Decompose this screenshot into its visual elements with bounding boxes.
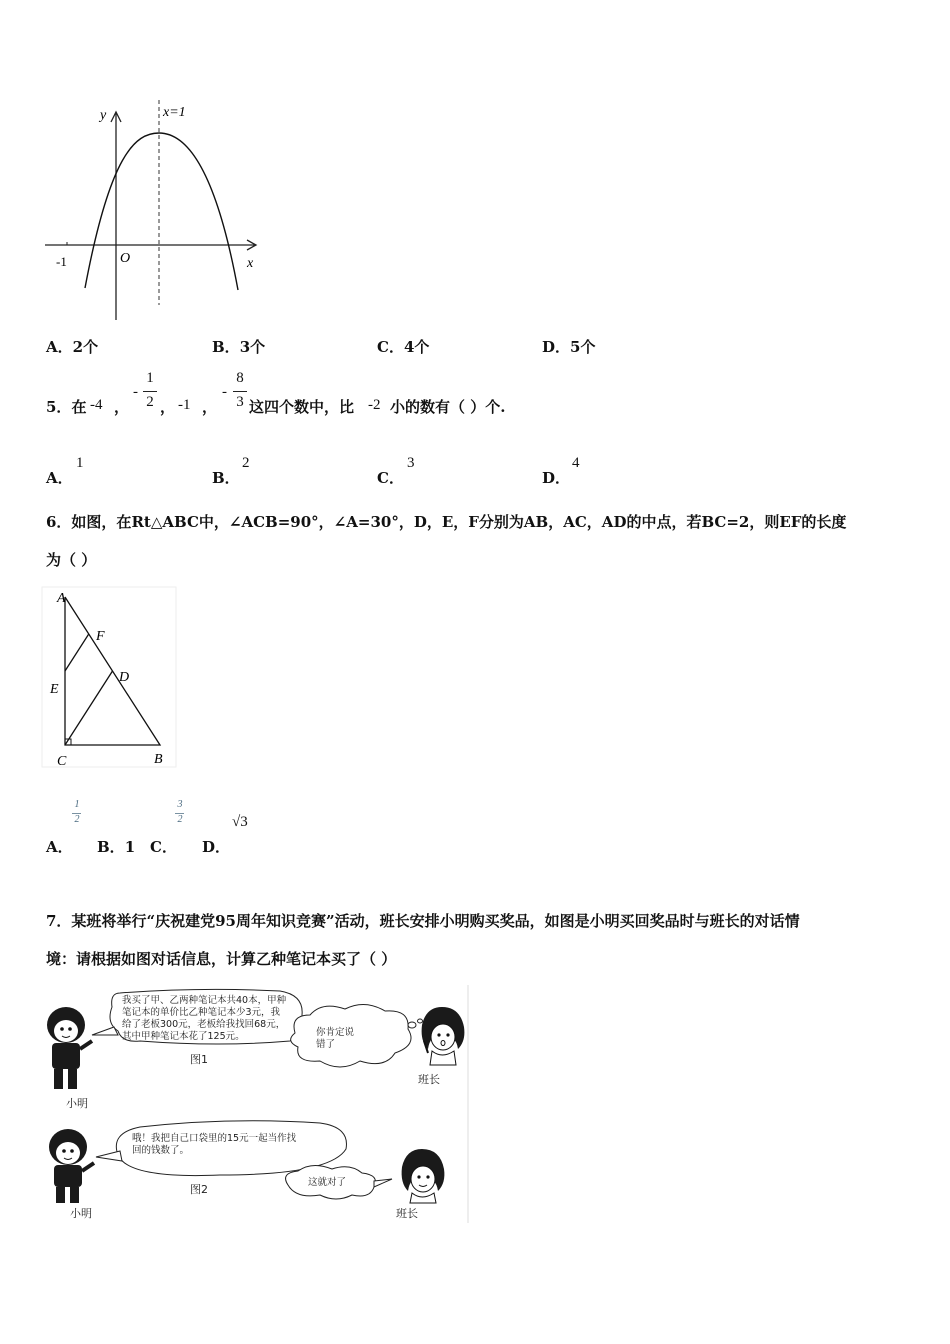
q6-option-a[interactable]: A． [46, 838, 73, 856]
bubble-1-text: 我买了甲、乙两种笔记本共40本，甲种 笔记本的单价比乙种笔记本少3元，我 给了老板300元，老板给我找回68元， 其中甲种笔记本花了125元。 [122, 995, 287, 1042]
q5-f2-sign: - [222, 384, 227, 400]
q5-f1-den: 2 [146, 394, 154, 410]
banzhang-label-1: 班长 [418, 1073, 440, 1086]
banzhang-label-2: 班长 [396, 1207, 418, 1220]
q4-option-d[interactable]: D．5个 [542, 338, 596, 356]
bubble-4-text: 这就对了 [308, 1177, 347, 1188]
banzhang-figure-1 [422, 1007, 465, 1065]
q5-n3: -1 [178, 397, 191, 413]
q5-option-a[interactable]: A． [46, 469, 73, 487]
q6-question-line1: 6．如图，在Rt△ABC中，∠ACB=90°，∠A=30°，D，E，F分别为AB，AC，AD的中点，若BC=2，则EF的长度 [46, 513, 847, 531]
q6-option-c[interactable]: C． [150, 838, 177, 856]
q6-c-den: 2 [177, 814, 183, 825]
vertex-c: C [57, 754, 67, 769]
parabola-curve [85, 133, 238, 290]
xiaoming-label-2: 小明 [70, 1207, 92, 1220]
speech-bubble-1-tail [92, 1027, 118, 1035]
point-d: D [119, 670, 130, 685]
q5-option-b-value: 2 [242, 455, 250, 471]
q5-option-a-value: 1 [76, 455, 84, 471]
vertex-a: A [57, 591, 66, 606]
q4-option-b[interactable]: B．3个 [212, 338, 266, 356]
segment-ef [65, 634, 89, 671]
parabola-graph [40, 95, 270, 330]
q6-a-den: 2 [74, 814, 80, 825]
bubble-2-text: 你肯定说 错了 [316, 1027, 355, 1050]
q5-option-b[interactable]: B． [212, 469, 240, 487]
q5-option-d-value: 4 [572, 455, 580, 471]
banzhang-figure-2 [402, 1149, 445, 1203]
q6-option-b[interactable]: B．1 [97, 838, 136, 856]
triangle-figure [40, 585, 180, 770]
xiaoming-figure-2 [49, 1129, 94, 1203]
dialogue-figure [40, 985, 470, 1225]
xiaoming-label-1: 小明 [66, 1097, 88, 1110]
point-f: F [96, 629, 105, 644]
label-origin: O [120, 251, 131, 266]
label-x: x [247, 256, 254, 271]
q5-option-c-value: 3 [407, 455, 415, 471]
q6-option-d[interactable]: D． [202, 838, 231, 856]
q5-sep1: ， [114, 398, 130, 416]
q6-question-line2: 为（ ） [46, 551, 97, 569]
thought-dot-1 [408, 1022, 416, 1028]
q5-f1-bar [143, 391, 157, 392]
q5-suffix-text: 小的数有（ ）个. [390, 398, 506, 416]
label-x-eq-1: x=1 [163, 105, 186, 120]
q5-number: 5．在 [46, 398, 87, 416]
figure-label-1: 图1 [190, 1053, 208, 1066]
q5-n1: -4 [90, 397, 103, 413]
xiaoming-figure-1 [47, 1007, 92, 1089]
q5-f1-sign: - [133, 384, 138, 400]
q4-option-a[interactable]: A．2个 [46, 338, 99, 356]
q5-sep2: ， [160, 398, 176, 416]
q5-f2-num: 8 [236, 370, 244, 386]
q5-f1-num: 1 [146, 370, 154, 386]
q5-option-d[interactable]: D． [542, 469, 571, 487]
thought-bubble-4-tail [374, 1179, 392, 1187]
q5-f2-den: 3 [236, 394, 244, 410]
q4-option-c[interactable]: C．4个 [377, 338, 430, 356]
q5-n5: -2 [368, 397, 381, 413]
q5-option-c[interactable]: C． [377, 469, 404, 487]
q7-question-line2: 境：请根据如图对话信息，计算乙种笔记本买了（ ） [46, 950, 397, 968]
speech-bubble-3-tail [96, 1151, 122, 1161]
q6-c-num: 3 [177, 799, 183, 810]
figure-label-2: 图2 [190, 1183, 208, 1196]
q5-f2-bar [233, 391, 247, 392]
q7-question-line1: 7．某班将举行“庆祝建党95周年知识竞赛”活动，班长安排小明购买奖品，如图是小明买回奖品时与班长的对话情 [46, 912, 800, 930]
q6-a-num: 1 [74, 799, 80, 810]
q5-sep3: ， [202, 398, 218, 416]
label-neg1: -1 [56, 254, 67, 269]
thought-dot-2 [418, 1019, 423, 1023]
q5-middle-text: 这四个数中，比 [249, 398, 355, 416]
q6-d-value: √3 [232, 814, 248, 830]
point-e: E [50, 682, 59, 697]
segment-cd [65, 671, 113, 745]
label-y: y [100, 108, 107, 123]
bubble-3-text: 哦！我把自己口袋里的15元一起当作找 回的钱数了。 [132, 1133, 297, 1156]
vertex-b: B [154, 752, 163, 767]
